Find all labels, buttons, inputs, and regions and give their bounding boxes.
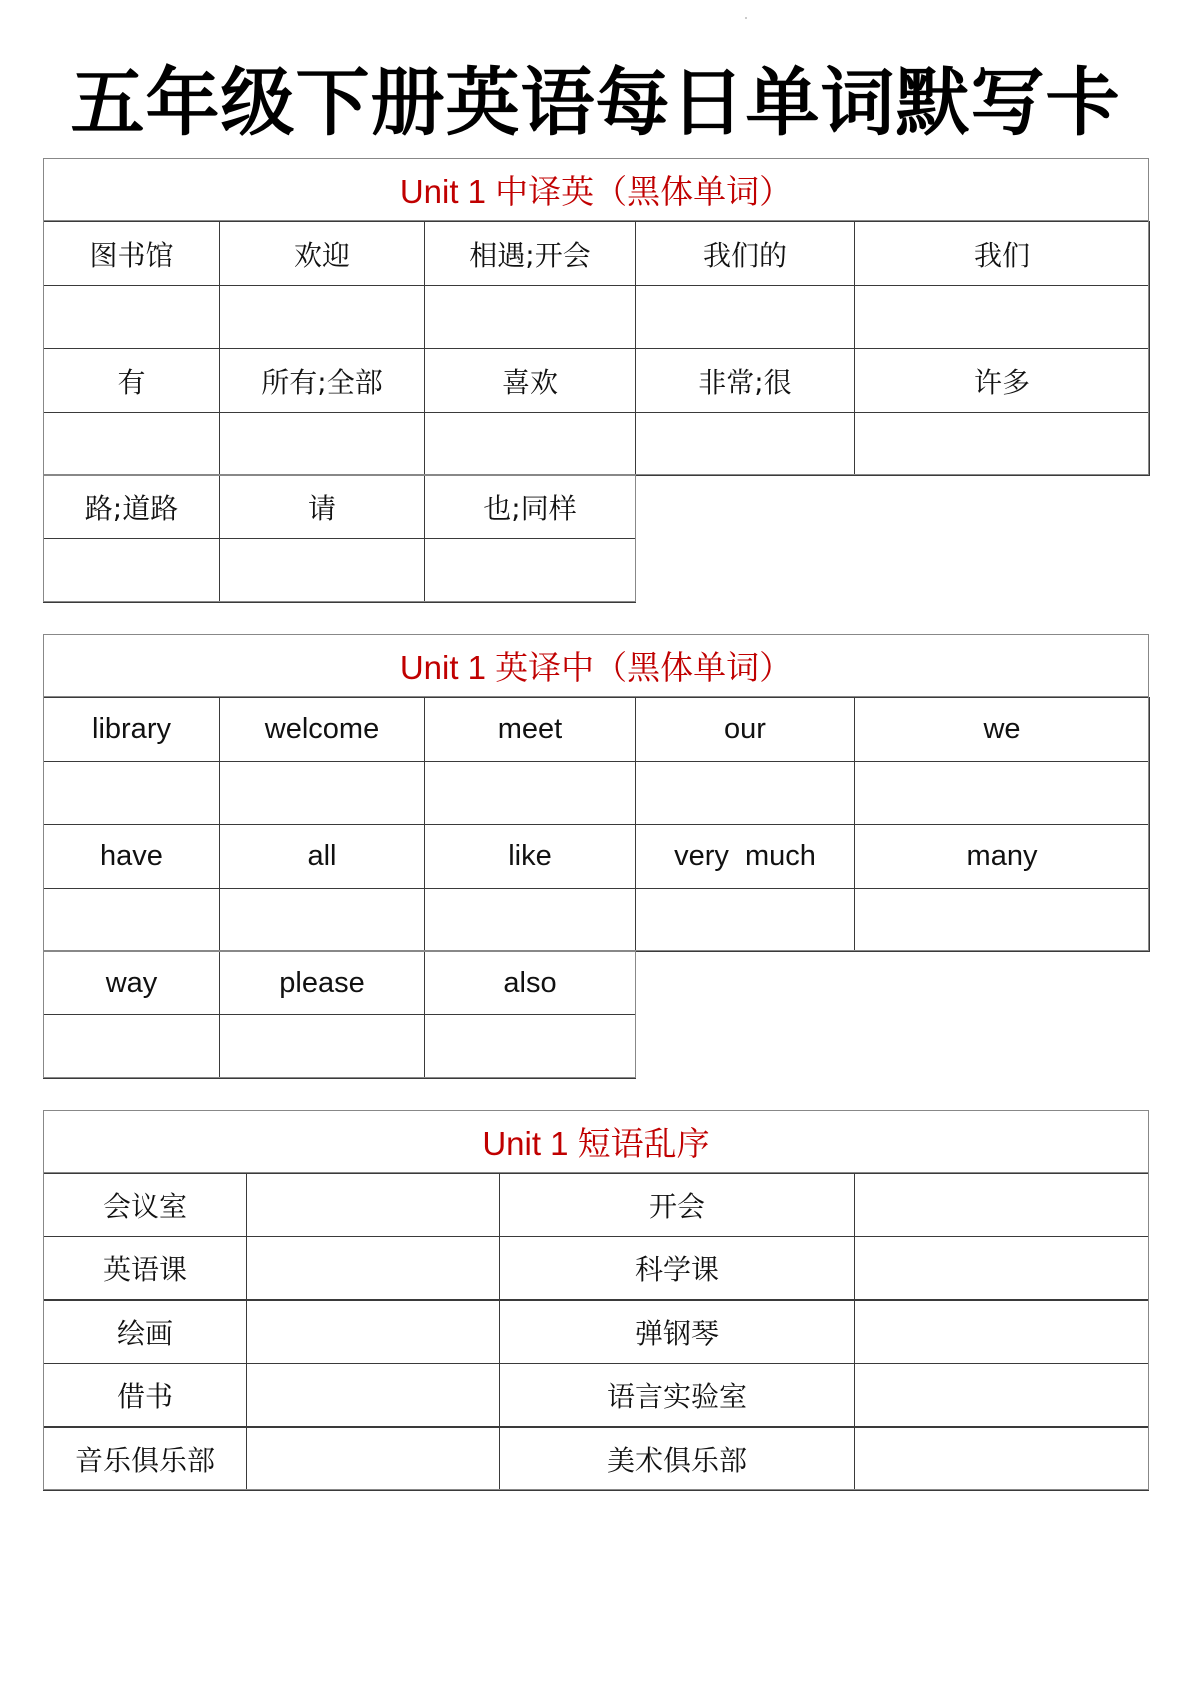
answer-cell[interactable]	[43, 1014, 220, 1079]
answer-cell[interactable]	[854, 285, 1150, 349]
word-cell: we	[854, 697, 1150, 762]
answer-cell[interactable]	[854, 761, 1150, 825]
word-cell: 非常;很	[635, 348, 855, 413]
phrase-cell: 开会	[499, 1173, 855, 1237]
word-cell: library	[43, 697, 220, 762]
word-cell: very much	[635, 824, 855, 889]
answer-cell[interactable]	[854, 1363, 1149, 1427]
word-cell: 路;道路	[43, 475, 220, 539]
phrase-cell: 绘画	[43, 1300, 247, 1364]
word-cell: 所有;全部	[219, 348, 425, 413]
answer-cell[interactable]	[635, 761, 855, 825]
word-cell: 许多	[854, 348, 1150, 413]
answer-cell[interactable]	[246, 1300, 500, 1364]
word-cell: 喜欢	[424, 348, 636, 413]
answer-cell[interactable]	[246, 1363, 500, 1427]
answer-cell[interactable]	[219, 412, 425, 476]
page-title: 五年级下册英语每日单词默写卡	[70, 60, 1121, 146]
answer-cell[interactable]	[424, 538, 636, 603]
answer-cell[interactable]	[424, 285, 636, 349]
word-cell: 欢迎	[219, 221, 425, 286]
answer-cell[interactable]	[424, 1014, 636, 1079]
word-cell: way	[43, 951, 220, 1015]
word-cell: 我们	[854, 221, 1150, 286]
phrase-cell: 科学课	[499, 1236, 855, 1300]
answer-cell[interactable]	[219, 1014, 425, 1079]
answer-cell[interactable]	[424, 412, 636, 476]
word-cell: have	[43, 824, 220, 889]
speck	[745, 17, 747, 19]
answer-cell[interactable]	[43, 888, 220, 952]
phrase-cell: 音乐俱乐部	[43, 1427, 247, 1491]
answer-cell[interactable]	[424, 761, 636, 825]
section-en-to-cn	[43, 634, 1149, 1078]
word-cell: 也;同样	[424, 475, 636, 539]
answer-cell[interactable]	[43, 761, 220, 825]
section-header: Unit 1 中译英（黑体单词）	[43, 158, 1149, 221]
answer-cell[interactable]	[43, 285, 220, 349]
section-header: Unit 1 英译中（黑体单词）	[43, 634, 1149, 697]
phrase-cell: 弹钢琴	[499, 1300, 855, 1364]
phrase-cell: 英语课	[43, 1236, 247, 1300]
phrase-cell: 美术俱乐部	[499, 1427, 855, 1491]
answer-cell[interactable]	[246, 1236, 500, 1300]
section-cn-to-en	[43, 158, 1149, 602]
answer-cell[interactable]	[246, 1427, 500, 1491]
word-cell: meet	[424, 697, 636, 762]
answer-cell[interactable]	[854, 1173, 1149, 1237]
answer-cell[interactable]	[219, 285, 425, 349]
answer-cell[interactable]	[246, 1173, 500, 1237]
section-header: Unit 1 短语乱序	[43, 1110, 1149, 1173]
phrase-cell: 语言实验室	[499, 1363, 855, 1427]
answer-cell[interactable]	[43, 538, 220, 603]
answer-cell[interactable]	[854, 1300, 1149, 1364]
word-cell: many	[854, 824, 1150, 889]
answer-cell[interactable]	[854, 1427, 1149, 1491]
answer-cell[interactable]	[854, 412, 1150, 476]
word-cell: our	[635, 697, 855, 762]
answer-cell[interactable]	[219, 538, 425, 603]
answer-cell[interactable]	[854, 1236, 1149, 1300]
answer-cell[interactable]	[219, 888, 425, 952]
word-cell: 有	[43, 348, 220, 413]
phrase-cell: 会议室	[43, 1173, 247, 1237]
word-cell: please	[219, 951, 425, 1015]
word-cell: 图书馆	[43, 221, 220, 286]
word-cell: like	[424, 824, 636, 889]
section-phrases	[43, 1110, 1149, 1490]
answer-cell[interactable]	[854, 888, 1150, 952]
answer-cell[interactable]	[635, 285, 855, 349]
answer-cell[interactable]	[43, 412, 220, 476]
phrase-cell: 借书	[43, 1363, 247, 1427]
word-cell: 请	[219, 475, 425, 539]
word-cell: also	[424, 951, 636, 1015]
answer-cell[interactable]	[424, 888, 636, 952]
answer-cell[interactable]	[635, 888, 855, 952]
word-cell: welcome	[219, 697, 425, 762]
word-cell: 相遇;开会	[424, 221, 636, 286]
word-cell: all	[219, 824, 425, 889]
word-cell: 我们的	[635, 221, 855, 286]
answer-cell[interactable]	[219, 761, 425, 825]
answer-cell[interactable]	[635, 412, 855, 476]
